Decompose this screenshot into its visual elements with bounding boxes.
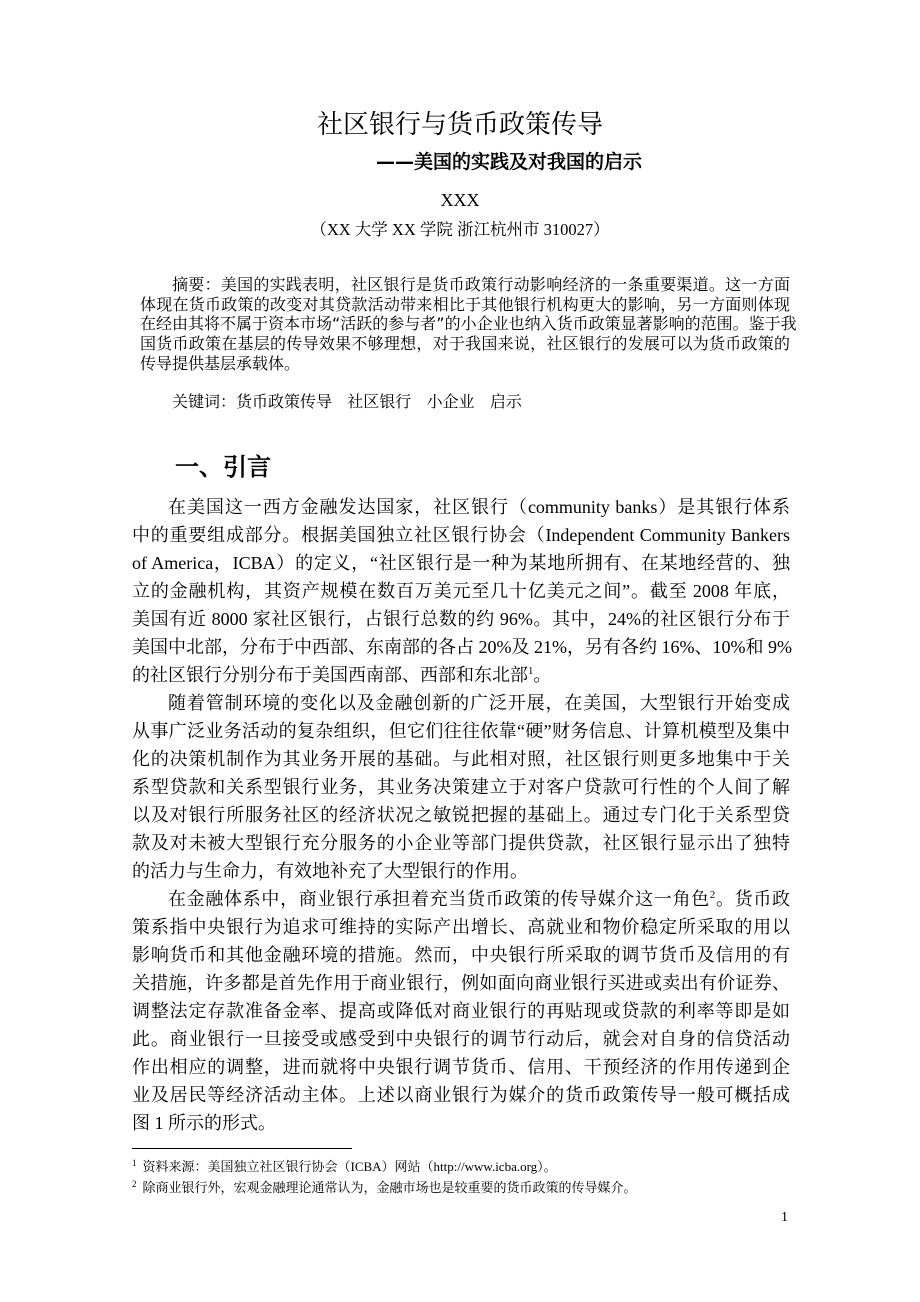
line-text: 此。商业银行一旦接受或感受到中央银行的调节行动后，就会对自身的信贷活动 [132,1029,790,1049]
footnote [132,1158,557,1176]
keyword: 社区银行 [347,392,412,411]
footnote-text: 除商业银行外，宏观金融理论通常认为，金融市场也是较重要的货币政策的传导媒介。 [142,1180,637,1195]
text-line [132,1081,790,1109]
line-text: 传导提供基层承载体。 [140,353,301,373]
line-text: 图 1 所示的形式。 [132,1113,276,1133]
line-text: 随着管制环境的变化以及金融创新的广泛开展，在美国，大型银行开始变成 [168,693,790,713]
text-line [132,605,790,633]
text-line [132,493,790,521]
line-text: 体现在货币政策的改变对其贷款活动带来相比于其他银行机构更大的影响，另一方面则体现 [140,294,790,314]
line-text: 作出相应的调整，进而就将中央银行调节货币、信用、干预经济的作用传递到企 [132,1057,790,1077]
line-text: 以及对银行所服务社区的经济状况之敏锐把握的基础上。通过专门化于关系型贷 [132,805,790,825]
paragraph [132,689,790,885]
keyword: 启示 [489,392,522,411]
paragraph [132,885,790,1137]
text-line [132,857,790,885]
footnote-text: 资料来源：美国独立社区银行协会（ICBA）网站（http://www.icba.org）。 [142,1159,557,1174]
text-line [132,661,790,689]
footnote-reference: 2 [709,889,716,901]
text-line [132,941,790,969]
paper-subtitle: ——美国的实践及对我国的启示 [376,151,643,173]
section-heading: 一、引言 [175,453,271,481]
line-text: 的活力与生命力，有效地补充了大型银行的作用。 [132,861,528,881]
text-line [132,577,790,605]
line-text: 。 [533,665,552,685]
abstract [140,275,797,374]
footnote-mark: 1 [132,1157,137,1168]
text-line [132,1109,790,1137]
text-line [132,745,790,773]
text-line [140,314,797,334]
text-line [132,717,790,745]
footnote [132,1179,637,1197]
line-text: of America，ICBA）的定义，“社区银行是一种为某地所拥有、在某地经营的、独 [132,553,790,573]
text-line [132,689,790,717]
line-text: 美国中北部，分布于中西部、东南部的各占 20%及 21%，另有各约 16%、10%和 9% [132,637,792,657]
paper-title: 社区银行与货币政策传导 [316,110,603,139]
line-text: 款及对未被大型银行充分服务的小企业等部门提供贷款，社区银行显示出了独特 [132,833,790,853]
line-text: 在美国这一西方金融发达国家，社区银行（community banks）是其银行体系 [168,497,790,517]
text-line [132,969,790,997]
keywords [172,391,522,413]
text-line [132,633,790,661]
text-line [132,1025,790,1053]
line-text: 的社区银行分别分布于美国西南部、西部和东北部 [132,665,528,685]
text-line [132,829,790,857]
text-line [132,773,790,801]
text-line [140,275,790,295]
line-text: 中的重要组成部分。根据美国独立社区银行协会（Independent Community Bankers [132,525,790,545]
line-text: 系型贷款和关系型银行业务，其业务决策建立于对客户贷款可行性的个人间了解 [132,777,790,797]
text-line [132,549,790,577]
footnote-reference: 1 [528,665,534,677]
author: XXX [440,190,480,210]
line-text: 美国有近 8000 家社区银行，占银行总数的约 96%。其中，24%的社区银行分布于 [132,609,790,629]
line-text: 立的金融机构，其资产规模在数百万美元至几十亿美元之间”。截至 2008 年底， [132,581,790,601]
footnote-mark: 2 [132,1178,137,1189]
line-text: 从事广泛业务活动的复杂组织，但它们往往依靠“硬”财务信息、计算机模型及集中 [132,721,790,741]
line-text: 美国的实践表明，社区银行是货币政策行动影响经济的一条重要渠道。这一方面 [220,275,790,294]
line-text: 影响货币和其他金融环境的措施。然而，中央银行所采取的调节货币及信用的有 [132,945,790,965]
keyword: 小企业 [426,392,475,411]
text-line [140,334,790,354]
keyword: 货币政策传导 [236,392,333,411]
line-text: 关措施，许多都是首先作用于商业银行，例如面向商业银行买进或卖出有价证券、 [132,973,790,993]
text-line [132,801,790,829]
text-line [132,913,790,941]
text-line [140,295,790,315]
footnote-divider [132,1148,352,1149]
text-line [132,997,790,1025]
text-line [132,885,790,913]
paragraph [132,493,790,689]
line-text: 在金融体系中，商业银行承担着充当货币政策的传导媒介这一角色 [168,889,710,909]
line-text: 国货币政策在基层的传导效果不够理想，对于我国来说，社区银行的发展可以为货币政策的 [140,334,790,354]
line-text: 策系指中央银行为追求可维持的实际产出增长、高就业和物价稳定所采取的用以 [132,917,790,937]
line-text: 业及居民等经济活动主体。上述以商业银行为媒介的货币政策传导一般可概括成 [132,1085,790,1105]
line-text: 化的决策机制作为其业务开展的基础。与此相对照，社区银行则更多地集中于关 [132,749,790,769]
abstract-label: 摘要： [172,275,221,294]
text-line [132,521,790,549]
line-text: 在经由其将不属于资本市场“活跃的参与者”的小企业也纳入货币政策显著影响的范围。鉴于我 [140,314,797,334]
text-line [140,354,790,374]
text-line [132,1053,790,1081]
body-text [132,493,790,1137]
line-text: 。货币政 [715,889,791,909]
affiliation: （XX 大学 XX 学院 浙江杭州市 310027） [310,220,610,239]
page-number: 1 [781,1210,788,1225]
keywords-label: 关键词： [172,392,237,411]
line-text: 调整法定存款准备金率、提高或降低对商业银行的再贴现或贷款的利率等即是如 [132,1001,790,1021]
